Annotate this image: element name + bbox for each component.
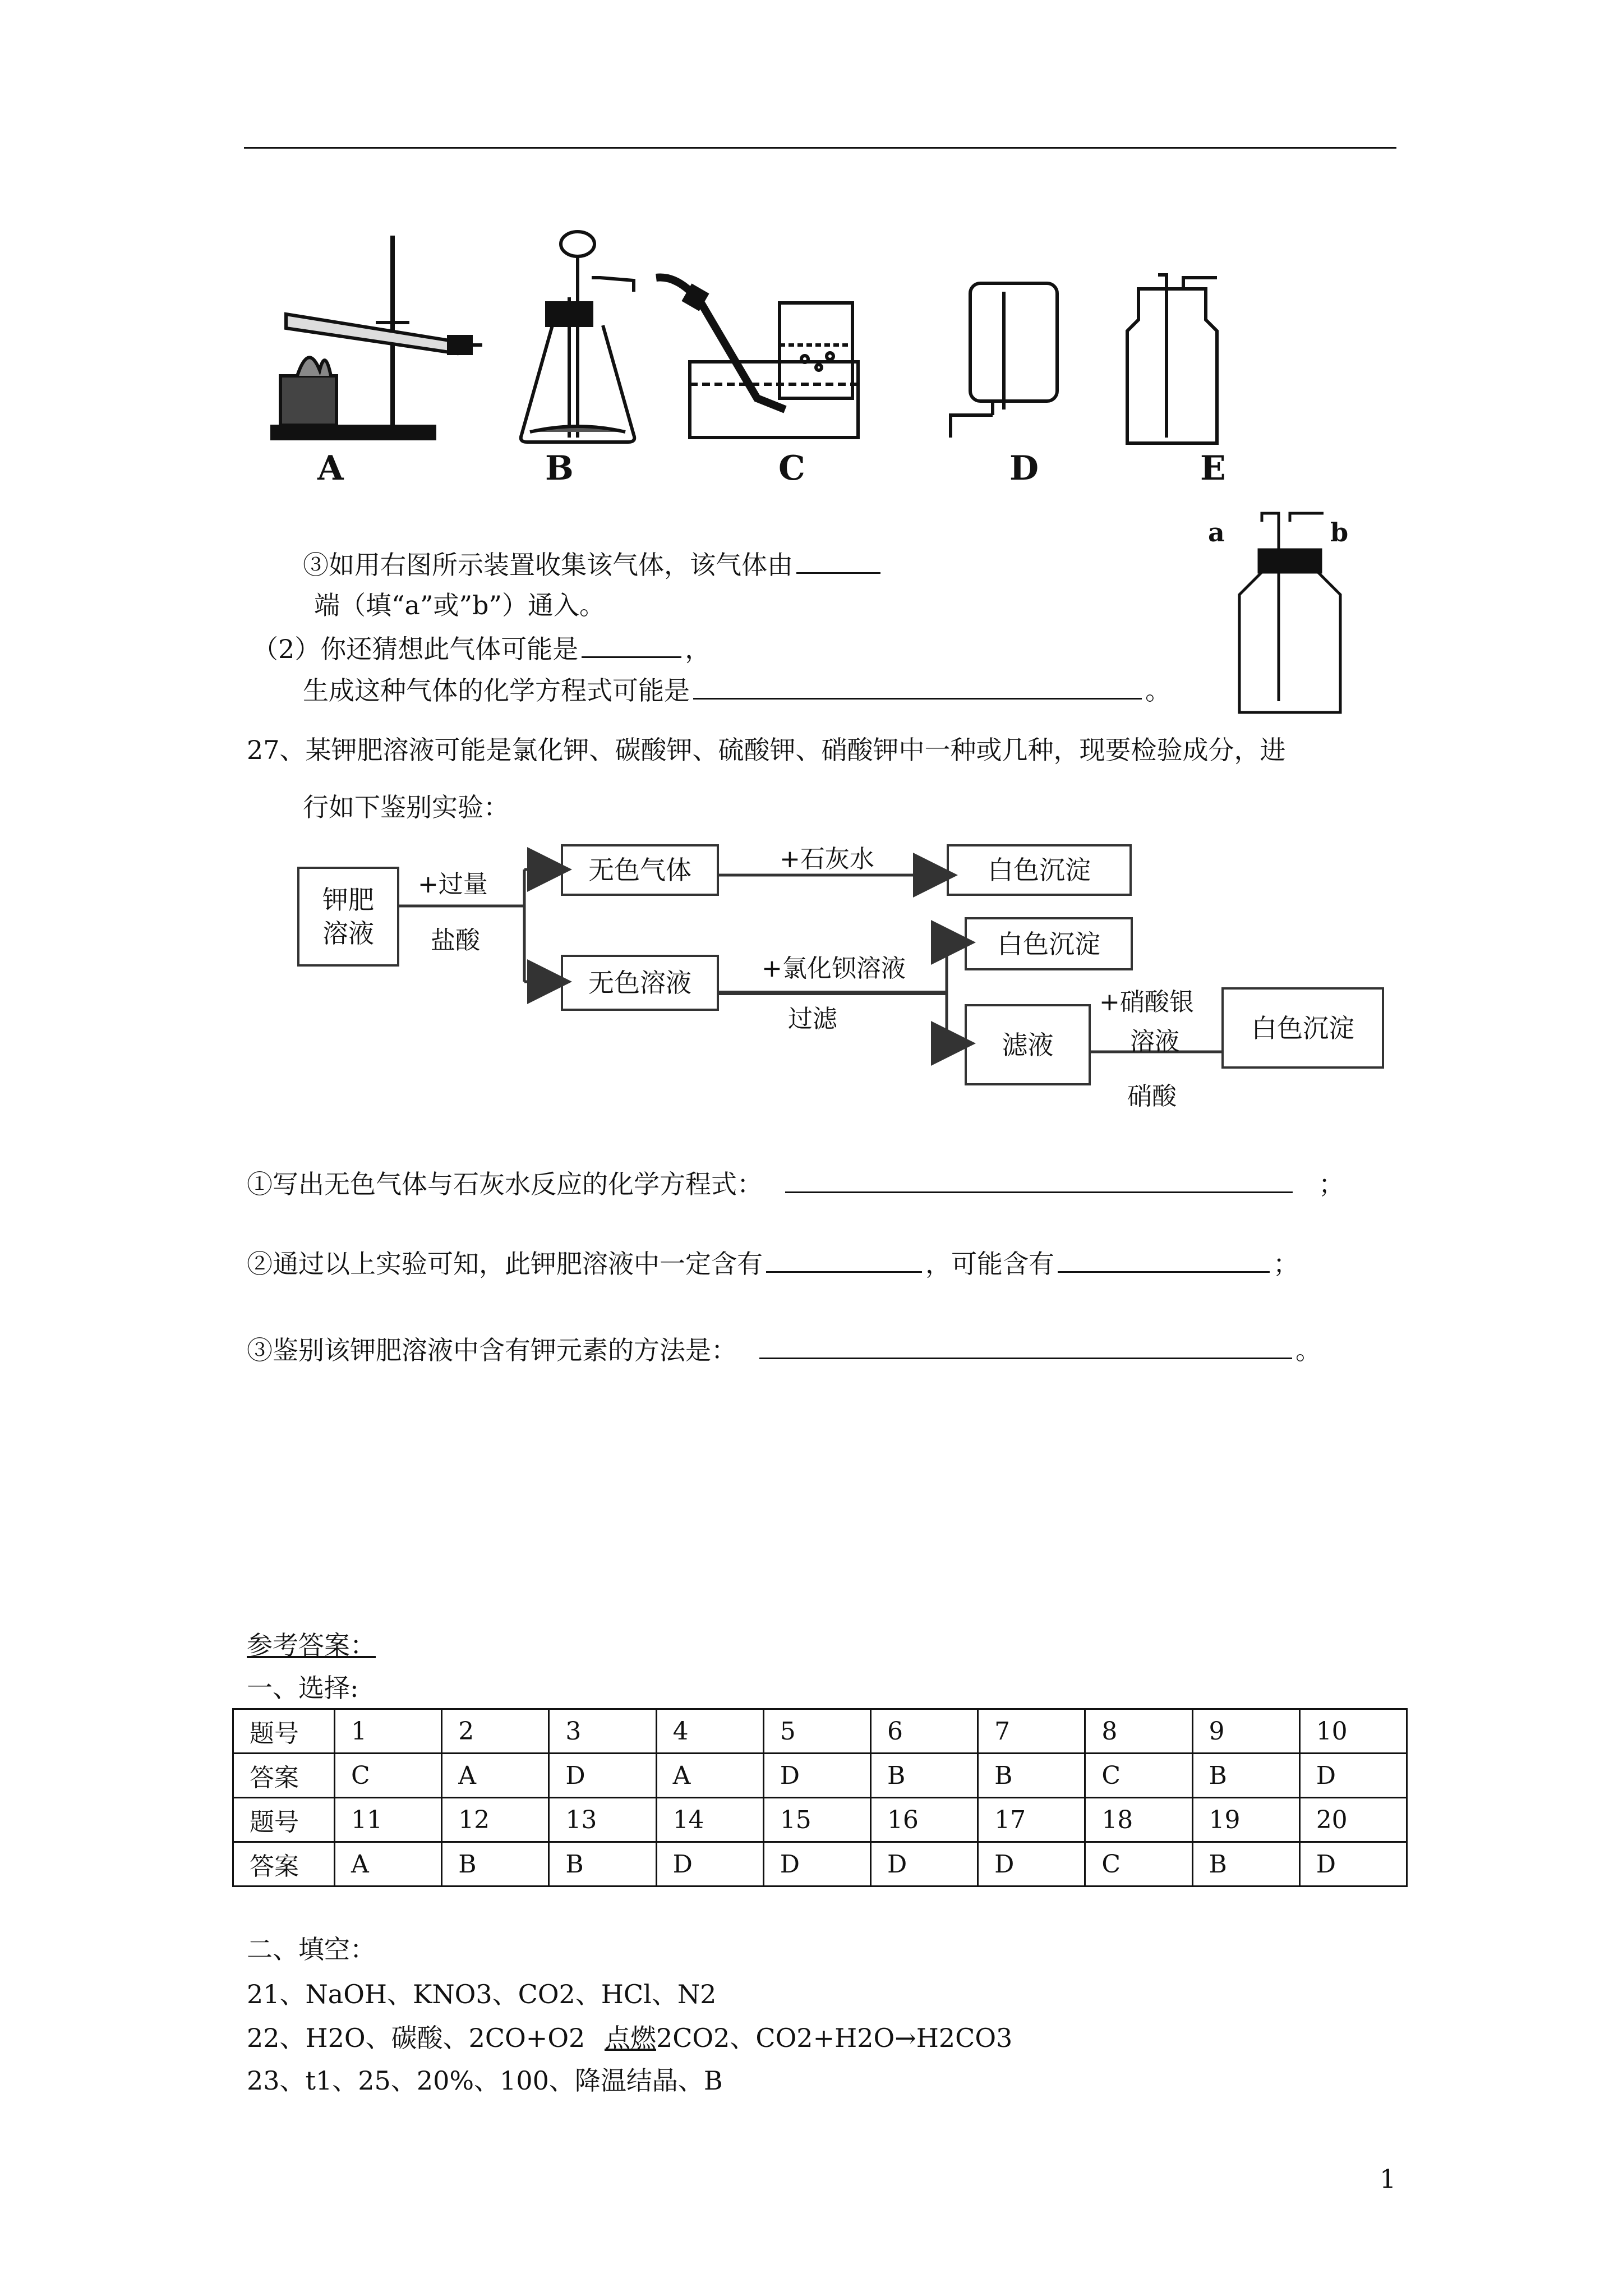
apparatus-label-d: D bbox=[1009, 449, 1039, 488]
flow-ppt1-label: 白色沉淀 bbox=[988, 855, 1091, 885]
table-cell: B bbox=[442, 1842, 549, 1887]
q27-blank-possible[interactable] bbox=[1058, 1246, 1270, 1273]
flow-ppt3-label: 白色沉淀 bbox=[1251, 1013, 1354, 1043]
q27-stem-line1: 27、某钾肥溶液可能是氯化钾、碳酸钾、硫酸钾、硝酸钾中一种或几种，现要检验成分，进 bbox=[247, 735, 1286, 765]
answers-section2: 二、填空： bbox=[247, 1934, 376, 1964]
table-cell: 11 bbox=[335, 1798, 442, 1842]
table-cell: 答案 bbox=[233, 1754, 335, 1798]
q27-sub2-text: ②通过以上实验可知，此钾肥溶液中一定含有 bbox=[247, 1249, 763, 1279]
flow-gas-label: 无色气体 bbox=[588, 855, 691, 885]
table-cell: 12 bbox=[442, 1798, 549, 1842]
table-cell: A bbox=[335, 1842, 442, 1887]
flow-label-filter: 过滤 bbox=[788, 1005, 837, 1033]
table-cell: 9 bbox=[1192, 1709, 1299, 1754]
q26-line3-text: ③如用右图所示装置收集该气体，该气体由 bbox=[303, 550, 793, 580]
table-cell: 7 bbox=[978, 1709, 1085, 1754]
table-cell: 10 bbox=[1299, 1709, 1407, 1754]
table-cell: 题号 bbox=[233, 1709, 335, 1754]
table-cell: B bbox=[549, 1842, 656, 1887]
flow-box-gas bbox=[561, 844, 719, 896]
q27-stem-line2: 行如下鉴别实验： bbox=[303, 792, 509, 822]
table-cell: 答案 bbox=[233, 1842, 335, 1887]
table-cell: D bbox=[870, 1842, 978, 1887]
answer-22 bbox=[247, 2022, 1012, 2054]
side-label-b: b bbox=[1330, 517, 1349, 547]
table-cell: D bbox=[1299, 1842, 1407, 1887]
q27-blank-equation[interactable] bbox=[785, 1167, 1293, 1193]
table-row bbox=[233, 1798, 1407, 1842]
flow-box-solution bbox=[561, 955, 719, 1011]
q27-sub1-text: ①写出无色气体与石灰水反应的化学方程式： bbox=[247, 1169, 763, 1199]
table-cell: 19 bbox=[1192, 1798, 1299, 1842]
page-number: 1 bbox=[1380, 2164, 1396, 2194]
q27-sub1 bbox=[247, 1167, 1344, 1200]
table-cell: B bbox=[1192, 1842, 1299, 1887]
flow-solution-label: 无色溶液 bbox=[588, 968, 691, 998]
table-cell: 14 bbox=[656, 1798, 763, 1842]
table-cell: A bbox=[656, 1754, 763, 1798]
apparatus-label-b: B bbox=[545, 449, 574, 488]
table-cell: D bbox=[978, 1842, 1085, 1887]
flow-label-acid-bottom: 盐酸 bbox=[431, 926, 480, 955]
answer-21: 21、NaOH、KNO3、CO2、HCl、N2 bbox=[247, 1979, 717, 2009]
q27-sub3-end: 。 bbox=[1295, 1335, 1321, 1365]
q27-blank-method[interactable] bbox=[759, 1333, 1292, 1359]
flow-label-acid-top: +过量 bbox=[418, 870, 488, 899]
table-cell: 17 bbox=[978, 1798, 1085, 1842]
q27-sub2-end: ； bbox=[1273, 1249, 1299, 1279]
table-cell: 4 bbox=[656, 1709, 763, 1754]
answer-22-left: 22、H2O、碳酸、2CO+O2 bbox=[247, 2023, 585, 2053]
q27-sub1-end: ； bbox=[1318, 1169, 1344, 1199]
answer-22-condition: 点燃 bbox=[604, 2023, 656, 2053]
table-cell: 6 bbox=[870, 1709, 978, 1754]
flow-filtrate-label: 滤液 bbox=[1002, 1029, 1054, 1060]
q26-line4-comma: ， bbox=[685, 634, 711, 664]
q27-sub3-text: ③鉴别该钾肥溶液中含有钾元素的方法是： bbox=[247, 1335, 737, 1365]
table-cell: C bbox=[335, 1754, 442, 1798]
answer-22-right: 2CO2、CO2+H2O→H2CO3 bbox=[656, 2023, 1013, 2053]
table-cell: 16 bbox=[870, 1798, 978, 1842]
q27-blank-definite[interactable] bbox=[766, 1246, 922, 1273]
q26-line4-text: （2）你还猜想此气体可能是 bbox=[252, 634, 579, 664]
answers-heading: 参考答案： bbox=[247, 1630, 376, 1660]
answer-23: 23、t1、25、20%、100、降温结晶、B bbox=[247, 2065, 723, 2096]
table-cell: D bbox=[1299, 1754, 1407, 1798]
table-cell: 13 bbox=[549, 1798, 656, 1842]
flow-start-label: 钾肥 溶液 bbox=[322, 885, 374, 949]
table-cell: B bbox=[870, 1754, 978, 1798]
table-cell: B bbox=[1192, 1754, 1299, 1798]
flow-label-agno3-top: +硝酸银 bbox=[1099, 988, 1194, 1016]
table-cell: 5 bbox=[763, 1709, 870, 1754]
flow-label-agno3-bottom: 硝酸 bbox=[1127, 1082, 1177, 1111]
q27-sub3 bbox=[247, 1333, 1321, 1366]
table-cell: D bbox=[763, 1754, 870, 1798]
table-cell: 3 bbox=[549, 1709, 656, 1754]
flow-label-lime: +石灰水 bbox=[780, 845, 874, 873]
q26-line3b: 端（填“a”或”b”）通入。 bbox=[314, 590, 605, 620]
q26-line5-end: 。 bbox=[1145, 675, 1171, 706]
table-row bbox=[233, 1754, 1407, 1798]
table-row bbox=[233, 1842, 1407, 1887]
side-label-a: a bbox=[1208, 517, 1225, 547]
table-cell: D bbox=[763, 1842, 870, 1887]
flow-box-ppt2 bbox=[965, 917, 1133, 970]
table-cell: 1 bbox=[335, 1709, 442, 1754]
flow-box-ppt3 bbox=[1221, 987, 1384, 1069]
table-cell: A bbox=[442, 1754, 549, 1798]
flow-box-ppt1 bbox=[947, 844, 1132, 896]
table-cell: C bbox=[1085, 1754, 1192, 1798]
q26-line5-text: 生成这种气体的化学方程式可能是 bbox=[303, 675, 690, 706]
table-cell: 8 bbox=[1085, 1709, 1192, 1754]
table-cell: 15 bbox=[763, 1798, 870, 1842]
answers-section1: 一、选择: bbox=[247, 1673, 359, 1703]
table-cell: 20 bbox=[1299, 1798, 1407, 1842]
apparatus-label-a: A bbox=[317, 449, 344, 488]
apparatus-label-e: E bbox=[1200, 449, 1226, 488]
table-cell: B bbox=[978, 1754, 1085, 1798]
q27-sub2 bbox=[247, 1246, 1299, 1280]
table-cell: C bbox=[1085, 1842, 1192, 1887]
table-cell: D bbox=[549, 1754, 656, 1798]
flow-box-filtrate bbox=[965, 1004, 1091, 1085]
table-row bbox=[233, 1709, 1407, 1754]
flow-box-start bbox=[297, 867, 399, 967]
flow-label-bacl2: +氯化钡溶液 bbox=[762, 954, 906, 983]
answer-table bbox=[232, 1708, 1408, 1887]
table-cell: 题号 bbox=[233, 1798, 335, 1842]
flow-ppt2-label: 白色沉淀 bbox=[997, 928, 1100, 959]
apparatus-label-c: C bbox=[778, 449, 805, 488]
table-cell: 2 bbox=[442, 1709, 549, 1754]
flow-label-agno3-mid: 溶液 bbox=[1130, 1027, 1179, 1056]
q27-sub2-mid: ，可能含有 bbox=[925, 1249, 1054, 1279]
table-cell: D bbox=[656, 1842, 763, 1887]
table-cell: 18 bbox=[1085, 1798, 1192, 1842]
